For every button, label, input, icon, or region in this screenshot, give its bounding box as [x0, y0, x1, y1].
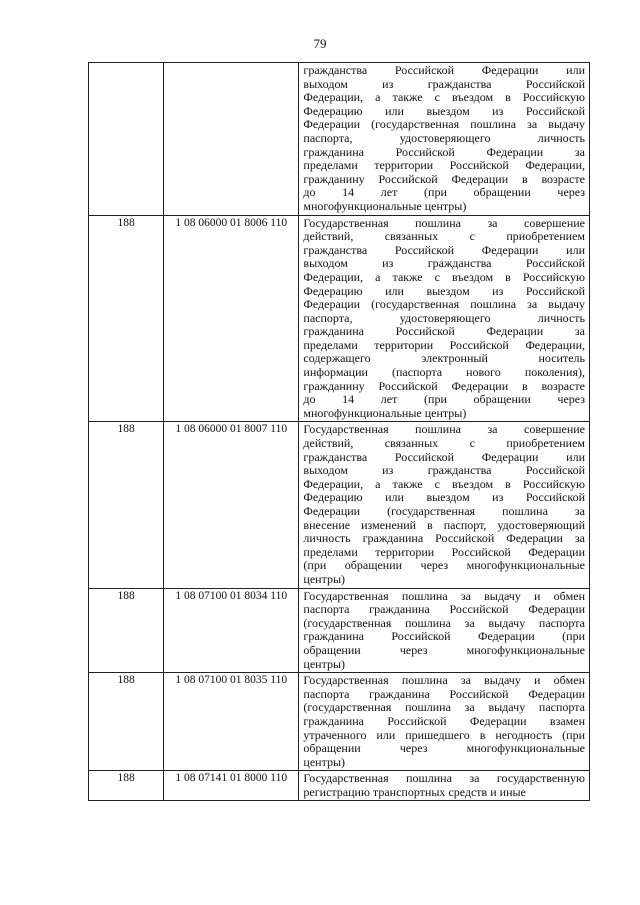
- table-row: [89, 588, 590, 673]
- table-row: [89, 63, 590, 216]
- description-line: гражданства Российской Федерации или: [303, 64, 585, 77]
- admin-code-cell: 188: [89, 673, 164, 771]
- description-line: пределами территории Российской Федерации,: [303, 159, 585, 173]
- description-line: паспорта гражданина Российской Федерации: [303, 603, 585, 617]
- description-line: Федерации, а также с въездом в Российскую: [303, 91, 585, 105]
- revenue-description-cell: [299, 771, 590, 801]
- description-line: пределами территории Российской Федерации,: [303, 338, 585, 352]
- description-line: внесение изменений в паспорт, удостоверяющий: [303, 518, 585, 532]
- description-line: гражданина Российской Федерации за: [303, 325, 585, 339]
- description-line: Федерацию или выездом из Российской: [303, 104, 585, 118]
- description-line: обращении через многофункциональные: [303, 742, 585, 756]
- description-line: многофункциональные центры): [303, 406, 467, 420]
- budget-classification-code-cell: [164, 63, 299, 216]
- budget-classification-code-cell: 1 08 07100 01 8035 110: [164, 673, 299, 771]
- description-line: выходом из гражданства Российской: [303, 77, 585, 91]
- description-line: паспорта, удостоверяющего личность: [303, 131, 585, 145]
- admin-code-cell: 188: [89, 422, 164, 588]
- description-line: (государственная пошлина за выдачу паспорта: [303, 616, 585, 630]
- revenue-description-cell: [299, 215, 590, 422]
- description-line: Государственная пошлина за совершение: [303, 216, 585, 230]
- revenue-description-cell: [299, 63, 590, 216]
- description-line: гражданину Российской Федерации в возрасте: [303, 172, 585, 186]
- description-line: Федерацию или выездом из Российской: [303, 491, 585, 505]
- budget-classification-code-cell: 1 08 06000 01 8007 110: [164, 422, 299, 588]
- description-line: Федерацию или выездом из Российской: [303, 284, 585, 298]
- description-line: многофункциональные центры): [303, 199, 467, 213]
- description-line: гражданину Российской Федерации в возрасте: [303, 379, 585, 393]
- description-line: (государственная пошлина за выдачу паспорта: [303, 701, 585, 715]
- description-line: выходом из гражданства Российской: [303, 464, 585, 478]
- description-line: утраченного или пришедшего в негодность (при: [303, 728, 585, 742]
- description-line: гражданина Российской Федерации (при: [303, 630, 585, 644]
- description-line: центры): [303, 755, 346, 769]
- admin-code-cell: 188: [89, 215, 164, 422]
- revenue-description-cell: [299, 422, 590, 588]
- description-line: гражданства Российской Федерации или: [303, 450, 585, 464]
- budget-classification-code-cell: 1 08 06000 01 8006 110: [164, 215, 299, 422]
- table-row: [89, 422, 590, 588]
- description-line: до 14 лет (при обращении через: [303, 186, 585, 200]
- description-line: гражданства Российской Федерации или: [303, 243, 585, 257]
- description-line: информации (паспорта нового поколения),: [303, 366, 585, 380]
- description-line: Государственная пошлина за выдачу и обмен: [303, 589, 585, 603]
- description-line: Федерации, а также с въездом в Российскую: [303, 477, 585, 491]
- admin-code-cell: 188: [89, 771, 164, 801]
- description-line: действий, связанных с приобретением: [303, 437, 585, 451]
- description-line: гражданина Российской Федерации за: [303, 145, 585, 159]
- budget-code-table: [88, 62, 590, 801]
- description-line: Федерации (государственная пошлина за выдачу: [303, 118, 585, 132]
- description-line: Государственная пошлина за совершение: [303, 423, 585, 437]
- description-line: пределами территории Российской Федерации: [303, 545, 585, 559]
- description-line: центры): [303, 572, 346, 586]
- description-line: центры): [303, 657, 346, 671]
- table-row: [89, 673, 590, 771]
- description-line: Государственная пошлина за государственную: [303, 772, 585, 786]
- description-line: Федерации, а также с въездом в Российскую: [303, 270, 585, 284]
- revenue-description-cell: [299, 588, 590, 673]
- description-line: гражданина Российской Федерации взамен: [303, 714, 585, 728]
- description-line: личность гражданина Российской Федерации за: [303, 532, 585, 546]
- budget-classification-code-cell: 1 08 07141 01 8000 110: [164, 771, 299, 801]
- description-line: до 14 лет (при обращении через: [303, 393, 585, 407]
- table-row: [89, 215, 590, 422]
- description-line: действий, связанных с приобретением: [303, 230, 585, 244]
- budget-classification-code-cell: 1 08 07100 01 8034 110: [164, 588, 299, 673]
- description-line: (при обращении через многофункциональные: [303, 559, 585, 573]
- table-body: [89, 63, 590, 801]
- description-line: выходом из гражданства Российской: [303, 257, 585, 271]
- description-line: Федерации (государственная пошлина за выдачу: [303, 298, 585, 312]
- description-line: Федерации (государственная пошлина за: [303, 505, 585, 518]
- description-line: паспорта, удостоверяющего личность: [303, 311, 585, 325]
- admin-code-cell: [89, 63, 164, 216]
- admin-code-cell: 188: [89, 588, 164, 673]
- description-line: регистрацию транспортных средств и иные: [303, 785, 526, 799]
- revenue-description-cell: [299, 673, 590, 771]
- description-line: Государственная пошлина за выдачу и обмен: [303, 674, 585, 688]
- table-row: [89, 771, 590, 801]
- description-line: паспорта гражданина Российской Федерации: [303, 687, 585, 701]
- description-line: содержащего электронный носитель: [303, 352, 585, 366]
- page-number: 79: [313, 36, 327, 51]
- description-line: обращении через многофункциональные: [303, 643, 585, 657]
